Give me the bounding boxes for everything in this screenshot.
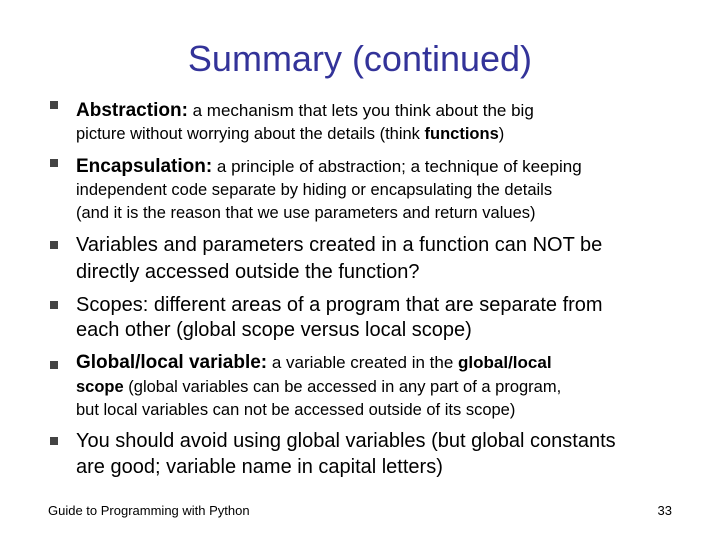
- bullet-continuation: independent code separate by hiding or encapsulating the details: [76, 181, 553, 199]
- bullet-marker: [50, 241, 58, 249]
- bullet-continuation: but local variables can not be accessed outside of its scope): [76, 401, 516, 419]
- bullet-lead: Abstraction: a mechanism that lets you think about the big: [76, 100, 534, 121]
- bullet-marker: [50, 437, 58, 445]
- bullet-lead: Global/local variable: a variable created in the global/local: [76, 352, 552, 373]
- bullet-marker: [50, 101, 58, 109]
- footer-book-title: Guide to Programming with Python: [48, 503, 250, 518]
- term: Abstraction:: [76, 100, 188, 121]
- bullet-continuation: (and it is the reason that we use parameters and return values): [76, 204, 536, 222]
- bullet-lead: Encapsulation: a principle of abstraction; a technique of keeping: [76, 156, 582, 177]
- bullet-marker: [50, 301, 58, 309]
- bullet-marker: [50, 361, 58, 369]
- page-number: 33: [657, 503, 672, 518]
- bullet-text: directly accessed outside the function?: [76, 261, 420, 283]
- bullet-marker: [50, 159, 58, 167]
- bullet-continuation: scope (global variables can be accessed in any part of a program,: [76, 378, 562, 396]
- bullet-text: You should avoid using global variables (but global constants: [76, 430, 616, 452]
- bullet-continuation: picture without worrying about the details (think functions): [76, 125, 505, 143]
- bullet-text: Scopes: different areas of a program that are separate from: [76, 294, 603, 316]
- term: Global/local variable:: [76, 352, 268, 373]
- slide-title: Summary (continued): [187, 38, 533, 79]
- term: Encapsulation:: [76, 156, 213, 177]
- bullet-text: each other (global scope versus local scope): [76, 319, 472, 341]
- bullet-text: are good; variable name in capital letters): [76, 456, 443, 478]
- bullet-text: Variables and parameters created in a function can NOT be: [76, 234, 603, 256]
